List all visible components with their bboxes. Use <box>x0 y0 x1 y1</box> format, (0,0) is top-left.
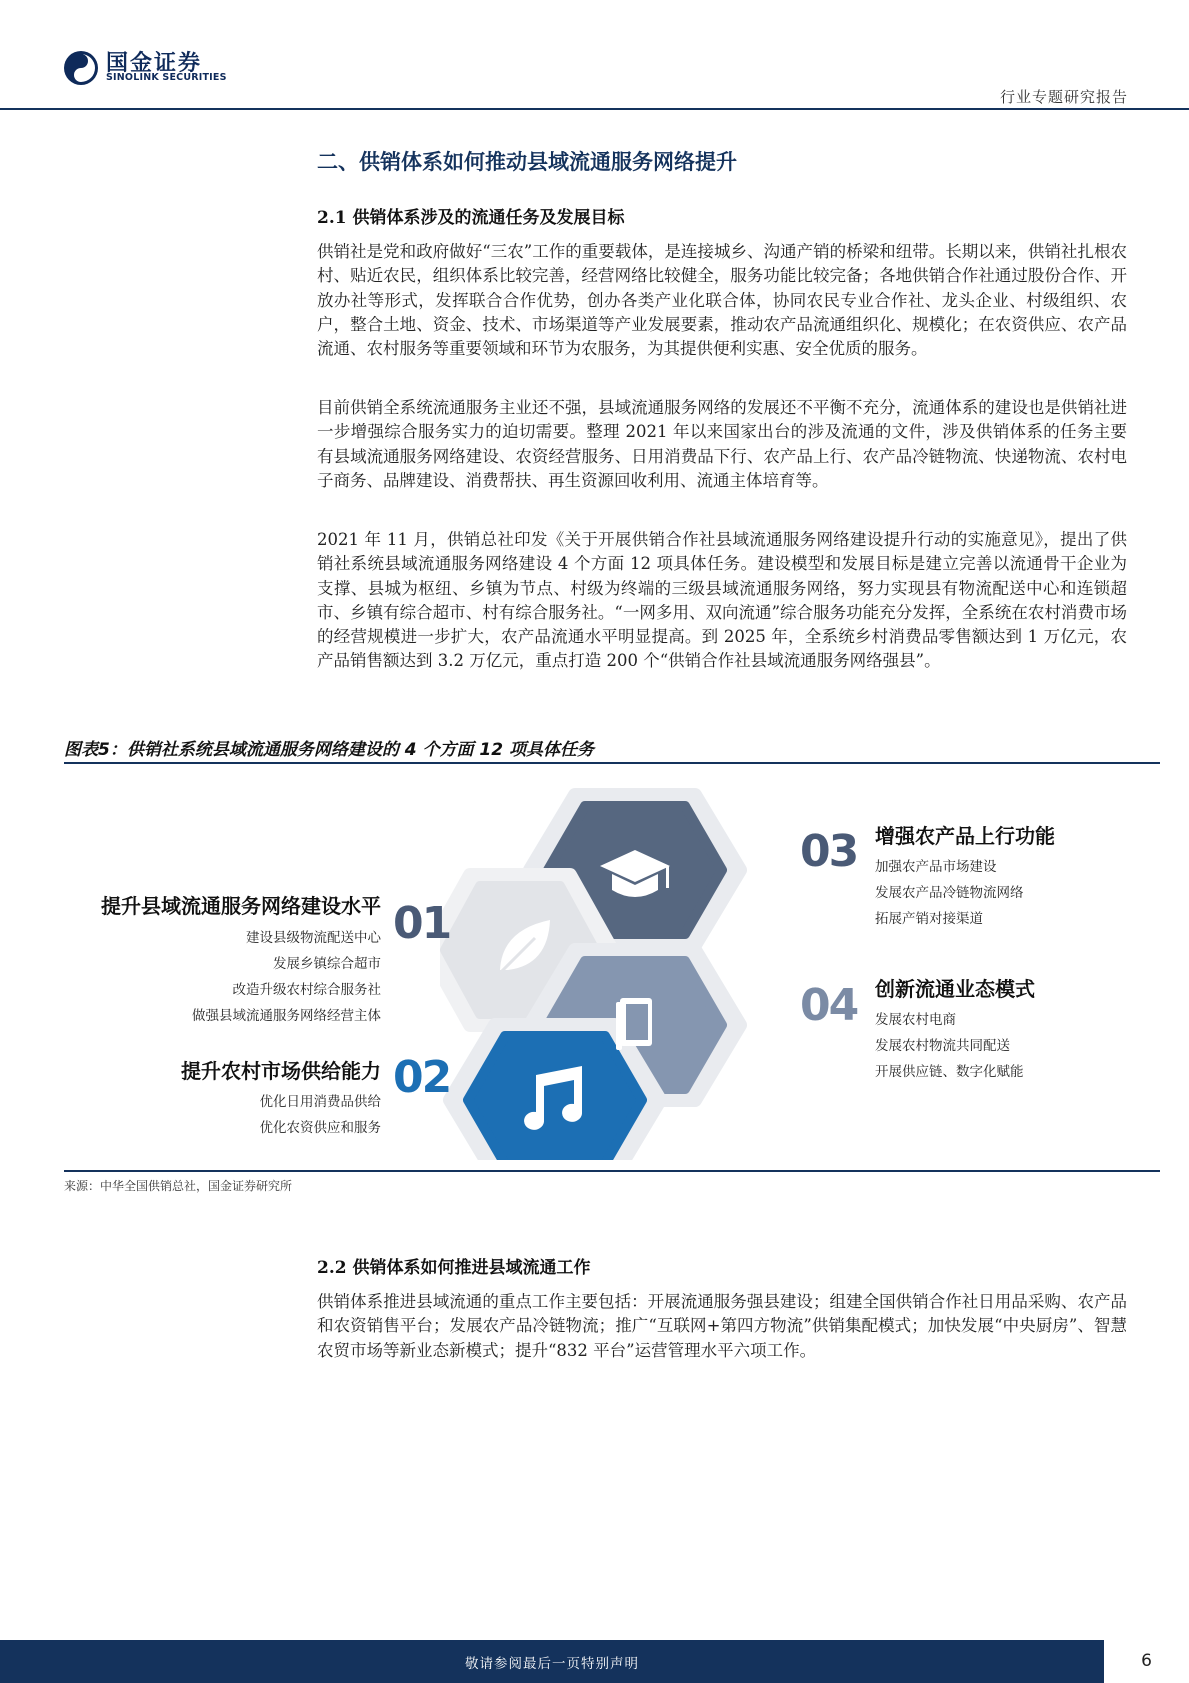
logo-text-en: SINOLINK SECURITIES <box>106 72 227 83</box>
category-04-number: 04 <box>800 980 858 1031</box>
footer-disclaimer: 敬请参阅最后一页特别声明 <box>465 1656 639 1672</box>
sinolink-logo-icon <box>63 50 99 86</box>
category-03-title: 增强农产品上行功能 <box>875 824 1055 848</box>
subsection-title-2-2: 2.2 供销体系如何推进县域流通工作 <box>317 1258 591 1278</box>
report-type: 行业专题研究报告 <box>999 88 1128 106</box>
category-02-title: 提升农村市场供给能力 <box>181 1059 381 1083</box>
category-02-number: 02 <box>393 1052 451 1103</box>
header-divider <box>0 108 1189 110</box>
category-04-item: 开展供应链、数字化赋能 <box>875 1064 1024 1080</box>
category-01-item: 做强县域流通服务网络经营主体 <box>192 1008 381 1024</box>
hexagon-diagram <box>440 770 780 1160</box>
category-03-item: 拓展产销对接渠道 <box>875 911 983 927</box>
logo-text-cn: 国金证券 <box>106 51 203 76</box>
section-title: 二、供销体系如何推动县域流通服务网络提升 <box>317 150 737 174</box>
category-01-item: 发展乡镇综合超市 <box>273 956 381 972</box>
figure-title: 图表5：供销社系统县域流通服务网络建设的 4 个方面 12 项具体任务 <box>64 740 594 760</box>
category-04-title: 创新流通业态模式 <box>875 977 1035 1001</box>
category-01-title: 提升县域流通服务网络建设水平 <box>101 894 381 918</box>
figure-source: 来源：中华全国供销总社，国金证券研究所 <box>64 1179 293 1193</box>
paragraph-3: 2021 年 11 月，供销总社印发《关于开展供销合作社县域流通服务网络建设提升行动的实施意见》，提出了供销社系统县域流通服务网络建设 4 个方面 12 项具体任务。建设模型和发展目标是建立完善以流通骨干企业为支撑、县城为枢纽、乡镇为节点、村级为终端的三级县域流通服务网络，努力实现县有物流配送中心和连锁超市、乡镇有综合超市、村有综合服务社。“一网多用、双向流通”综合服务功能充分发挥，全系统在农村消费市场的经营规模进一步扩大，农产品流通水平明显提高。到 2025 年，全系统乡村消费品零售额达到 1 万亿元，农产品销售额达到 3.2 万亿元，重点打造 200 个“供销合作社县域流通服务网络强县”。 <box>317 530 1127 671</box>
page-number: 6 <box>1141 1651 1152 1671</box>
figure-top-divider <box>64 762 1160 764</box>
paragraph-4: 供销体系推进县域流通的重点工作主要包括：开展流通服务强县建设；组建全国供销合作社日用品采购、农产品和农资销售平台；发展农产品冷链物流；推广“互联网+第四方物流”供销集配模式；加快发展“中央厨房”、智慧农贸市场等新业态新模式；提升“832 平台”运营管理水平六项工作。 <box>317 1292 1127 1360</box>
subsection-title-2-1: 2.1 供销体系涉及的流通任务及发展目标 <box>317 208 625 228</box>
category-04-item: 发展农村物流共同配送 <box>875 1038 1010 1054</box>
category-03-number: 03 <box>800 826 858 877</box>
paragraph-2: 目前供销全系统流通服务主业还不强，县域流通服务网络的发展还不平衡不充分，流通体系的建设也是供销社进一步增强综合服务实力的迫切需要。整理 2021 年以来国家出台的涉及流通的文件，涉及供销体系的任务主要有县域流通服务网络建设、农资经营服务、日用消费品下行、农产品上行、农产品冷链物流、快递物流、农村电子商务、品牌建设、消费帮扶、再生资源回收利用、流通主体培育等。 <box>317 398 1127 490</box>
paragraph-1: 供销社是党和政府做好“三农”工作的重要载体，是连接城乡、沟通产销的桥梁和纽带。长期以来，供销社扎根农村、贴近农民，组织体系比较完善，经营网络比较健全，服务功能比较完备；各地供销合作社通过股份合作、开放办社等形式，发挥联合合作优势，创办各类产业化联合体，协同农民专业合作社、龙头企业、村级组织、农户，整合土地、资金、技术、市场渠道等产业发展要素，推动农产品流通组织化、规模化；在农资供应、农产品流通、农村服务等重要领域和环节为农服务，为其提供便利实惠、安全优质的服务。 <box>317 242 1127 359</box>
category-01-item: 建设县级物流配送中心 <box>246 930 381 946</box>
category-02-item: 优化日用消费品供给 <box>259 1094 381 1110</box>
category-04-item: 发展农村电商 <box>875 1012 956 1028</box>
category-03-item: 加强农产品市场建设 <box>875 859 997 875</box>
book-icon <box>616 998 652 1050</box>
category-01-number: 01 <box>393 898 451 949</box>
figure-bottom-divider <box>64 1170 1160 1172</box>
category-01-item: 改造升级农村综合服务社 <box>232 982 381 998</box>
category-02-item: 优化农资供应和服务 <box>259 1120 381 1136</box>
category-03-item: 发展农产品冷链物流网络 <box>875 885 1024 901</box>
